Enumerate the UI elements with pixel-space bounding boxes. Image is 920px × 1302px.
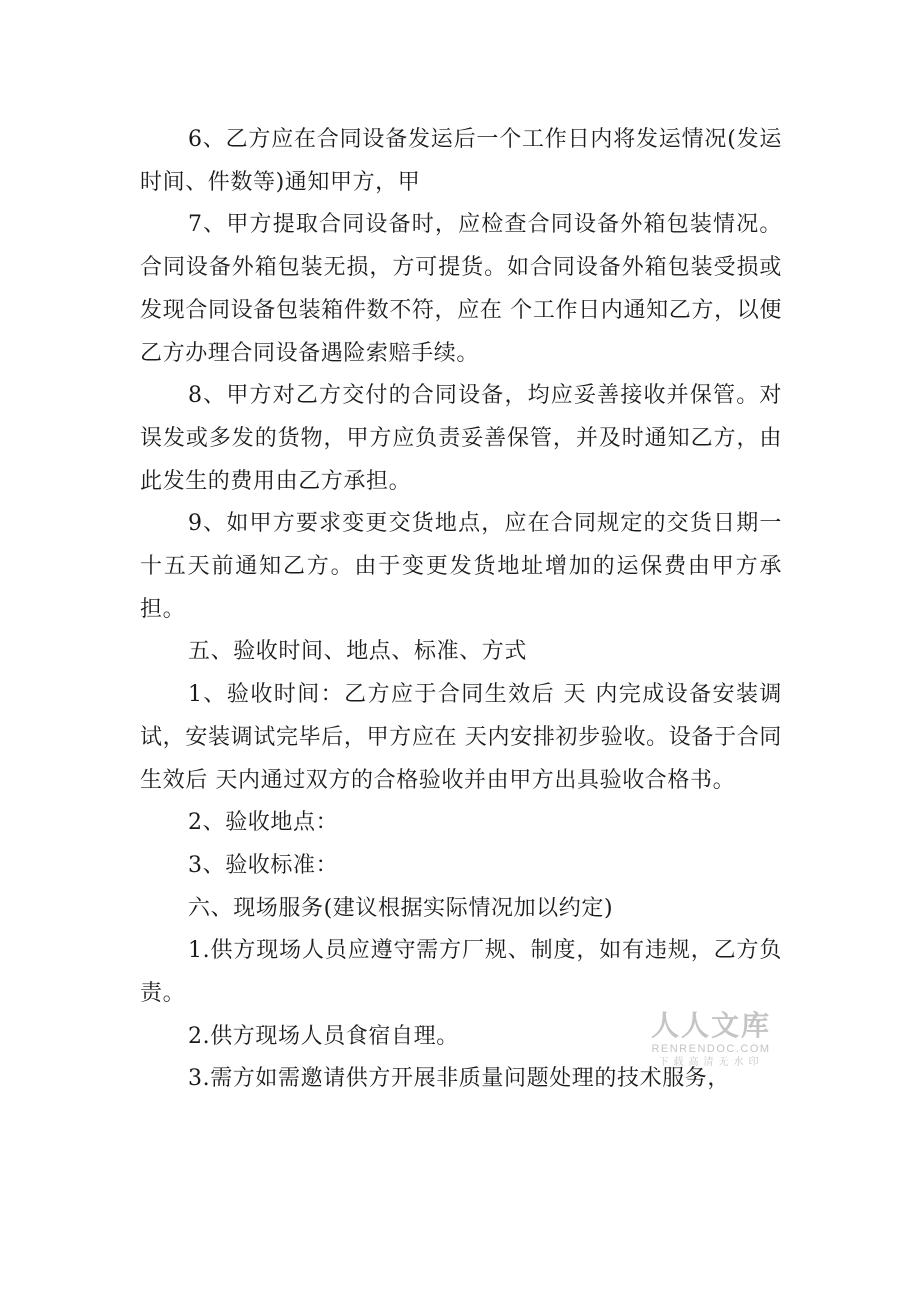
paragraph-service-2: 2.供方现场人员食宿自理。: [188, 1023, 459, 1049]
paragraph-clause-8: 8、甲方对乙方交付的合同设备，均应妥善接收并保管。对误发或多发的货物，甲方应负责妥善保管，并及时通知乙方，由此发生的费用由乙方承担。: [140, 383, 782, 494]
section-heading-acceptance: 五、验收时间、地点、标准、方式: [188, 639, 528, 665]
paragraph-service-1: 1.供方现场人员应遵守需方厂规、制度，如有违规，乙方负责。: [140, 938, 782, 1007]
paragraph-clause-9: 9、如甲方要求变更交货地点，应在合同规定的交货日期一十五天前通知乙方。由于变更发货地址增加的运保费由甲方承担。: [140, 511, 782, 622]
watermark-title: 人人文库: [650, 1009, 771, 1042]
document-body: [140, 119, 782, 1101]
paragraph-acceptance-standard: 3、验收标准：: [188, 852, 339, 878]
paragraph-clause-6: 6、乙方应在合同设备发运后一个工作日内将发运情况(发运时间、件数等)通知甲方，甲: [140, 127, 782, 195]
paragraph-service-3: 3.需方如需邀请供方开展非质量问题处理的技术服务，: [188, 1066, 730, 1092]
paragraph-acceptance-place: 2、验收地点：: [188, 810, 339, 836]
watermark-domain: RENRENDOC.COM: [651, 1043, 771, 1055]
watermark-logo: [648, 1010, 774, 1070]
section-heading-onsite-service: 六、现场服务(建议根据实际情况加以约定): [188, 895, 614, 921]
paragraph-clause-7: 7、甲方提取合同设备时，应检查合同设备外箱包装情况。合同设备外箱包装无损，方可提货。如合同设备外箱包装受损或发现合同设备包装箱件数不符，应在 个工作日内通知乙方，以便乙方办理合同设备遇险索赔手续。: [140, 212, 782, 366]
watermark-slogan: 下载高清无水印: [658, 1057, 764, 1068]
paragraph-acceptance-time: 1、验收时间：乙方应于合同生效后 天 内完成设备安装调试，安装调试完毕后，甲方应在 天内安排初步验收。设备于合同生效后 天内通过双方的合格验收并由甲方出具验收合格书。: [140, 682, 782, 793]
